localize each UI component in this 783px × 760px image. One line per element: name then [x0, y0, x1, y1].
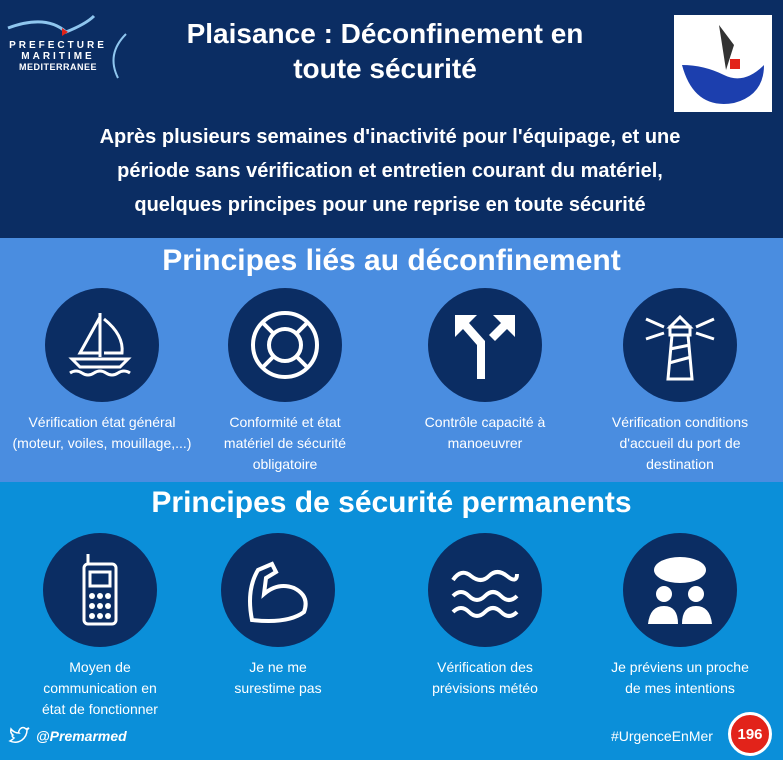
logo-text: MEDITERRANEE	[18, 62, 97, 72]
page-title: Plaisance : Déconfinement en toute sécurité	[186, 18, 584, 84]
section-deconfinement	[0, 238, 783, 482]
twitter-icon	[8, 726, 30, 746]
principle-item: Je ne me surestime pas	[178, 533, 378, 699]
principle-item: Vérification conditions d'accueil du port de destination	[580, 288, 780, 475]
twitter-handle[interactable]: @Premarmed	[8, 726, 127, 746]
principle-item: Moyen de communication en état de fonctionner	[0, 533, 200, 720]
emergency-number-badge: 196	[728, 712, 772, 756]
header	[0, 0, 783, 238]
cross-med-logo	[674, 15, 772, 112]
principle-item: Conformité et état matériel de sécurité obligatoire	[185, 288, 385, 475]
muscle-icon	[238, 550, 318, 630]
section-title: Principes liés au déconfinement	[162, 244, 621, 277]
lighthouse-icon	[640, 305, 720, 385]
principle-item: Vérification état général (moteur, voiles, mouillage,...)	[2, 288, 202, 454]
lifebuoy-icon	[245, 305, 325, 385]
section-permanent	[0, 482, 783, 760]
fork-arrows-icon	[445, 305, 525, 385]
sailboat-icon	[62, 305, 142, 385]
people-talking-icon	[640, 550, 720, 630]
principle-item: Contrôle capacité à manoeuvrer	[385, 288, 585, 454]
section-title: Principes de sécurité permanents	[151, 486, 632, 519]
prefecture-maritime-logo	[6, 14, 141, 84]
waves-icon	[445, 550, 525, 630]
hashtag: #UrgenceEnMer	[611, 728, 713, 744]
logo-text: PREFECTURE	[9, 40, 107, 51]
phone-icon	[60, 550, 140, 630]
logo-text: MARITIME	[21, 51, 95, 62]
intro-text: Après plusieurs semaines d'inactivité pour l'équipage, et une période sans vérification et entretien courant du matériel, quelques principes pour une reprise en toute sécurité	[99, 126, 681, 216]
principle-item: Je préviens un proche de mes intentions	[580, 533, 780, 699]
principle-item: Vérification des prévisions météo	[385, 533, 585, 699]
